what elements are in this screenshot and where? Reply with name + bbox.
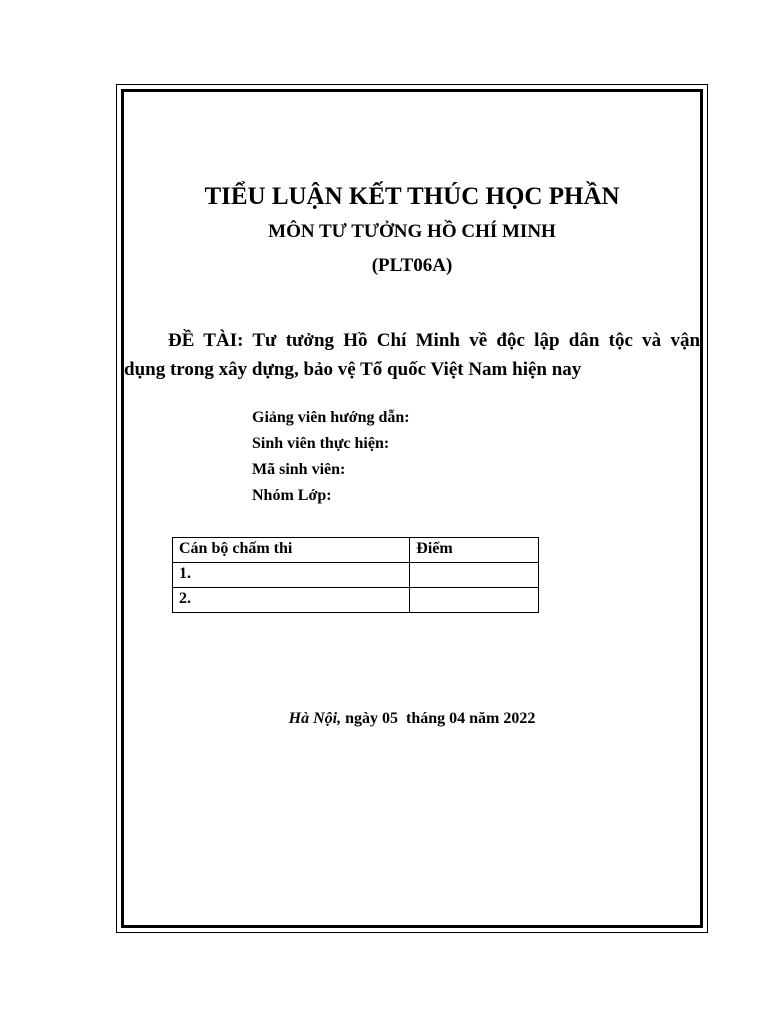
subject-title: MÔN TƯ TƯỞNG HỒ CHÍ MINH (268, 221, 556, 242)
examiner-cell: 2. (173, 588, 410, 613)
table-row (173, 588, 539, 613)
examiner-cell: 1. (173, 563, 410, 588)
page-border-inner (121, 89, 703, 928)
course-code: (PLT06A) (371, 255, 453, 276)
info-block (252, 408, 410, 512)
header-score: Điểm (410, 538, 539, 563)
topic-block (124, 326, 700, 384)
topic-label: ĐỀ TÀI (168, 330, 238, 351)
student-label: Sinh viên thực hiện: (252, 435, 390, 452)
student-id-label: Mã sinh viên: (252, 461, 346, 478)
table-header-row (173, 538, 539, 563)
topic-separator: : (237, 330, 253, 351)
instructor-label: Giảng viên hướng dẫn: (252, 409, 410, 426)
table-row (173, 563, 539, 588)
date-place: Hà Nội, (288, 710, 342, 727)
date-line (121, 710, 703, 728)
class-group-label: Nhóm Lớp: (252, 487, 332, 504)
topic-line-1 (124, 326, 700, 355)
topic-text-line-1: Tư tưởng Hồ Chí Minh về độc lập dân tộc và vận (252, 330, 701, 351)
report-title: TIỂU LUẬN KẾT THÚC HỌC PHẦN (204, 183, 620, 210)
header-examiner: Cán bộ chấm thi (173, 538, 410, 563)
score-cell (410, 588, 539, 613)
date-text: ngày 05 tháng 04 năm 2022 (341, 710, 536, 727)
topic-text-line-2: dụng trong xây dựng, bảo vệ Tổ quốc Việt Nam hiện nay (124, 359, 582, 380)
score-cell (410, 563, 539, 588)
grading-table (172, 537, 539, 613)
